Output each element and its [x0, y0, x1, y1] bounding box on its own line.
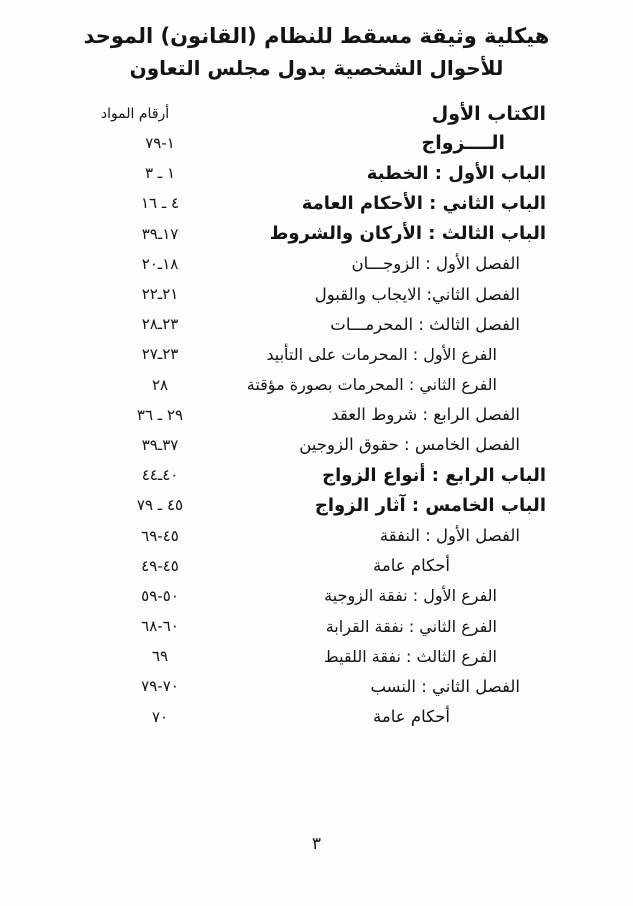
toc-row: [0, 702, 633, 732]
toc-entry-label: الفصل الثالث : المحرمـــات: [330, 314, 520, 334]
toc-entry-article-range: ٢٠ـ١٨: [141, 254, 179, 273]
toc-row: [0, 400, 633, 430]
toc-entry-article-range: ٣٩ـ٣٧: [141, 435, 179, 454]
toc-row: [0, 249, 633, 279]
toc-entry-label: الفرع الثاني : المحرمات بصورة مؤقتة: [246, 375, 497, 395]
document-title: [0, 20, 633, 84]
toc-entry-article-range: ٦٨-٦٠: [141, 617, 179, 636]
toc-row: [0, 581, 633, 611]
toc-row: [0, 158, 633, 188]
article-numbers-column-header: أرقام المواد: [100, 106, 170, 122]
toc-entry-label: الفصل الثاني: الايجاب والقبول: [314, 284, 520, 304]
toc-entry-article-range: ٦٩-٤٥: [141, 526, 179, 545]
toc-row: [0, 460, 633, 490]
book-one-heading: الكتاب الأول: [431, 103, 546, 125]
toc-row: [0, 641, 633, 671]
toc-entry-label: الباب الثالث : الأركان والشروط: [269, 223, 546, 245]
toc-entry-label: الفصل الرابع : شروط العقد: [331, 405, 520, 425]
document-title-line2: للأحوال الشخصية بدول مجلس التعاون: [129, 56, 504, 80]
toc-entry-label: الباب الثاني : الأحكام العامة: [301, 192, 546, 214]
toc-entry-label: الباب الرابع : أنواع الزواج: [322, 464, 546, 486]
toc-entry-article-range: ٧٩-١: [145, 134, 175, 153]
toc-row: [0, 611, 633, 641]
toc-entry-label: الفصل الخامس : حقوق الزوجين: [299, 435, 520, 455]
toc-entry-label: الفرع الثاني : نفقة القرابة: [325, 616, 497, 636]
toc-entry-label: الفصل الثاني : النسب: [370, 676, 520, 696]
toc-entry-label: الفرع الأول : نفقة الزوجية: [324, 586, 497, 606]
toc-row: [0, 430, 633, 460]
toc-entry-label: الفصل الأول : الزوجـــان: [351, 254, 520, 274]
toc-entry-label: الباب الخامس : آثار الزواج: [314, 494, 546, 516]
toc-entry-label: الــــزواج: [421, 132, 505, 155]
toc-entry-article-range: ٤٤ـ٤٠: [141, 466, 179, 485]
toc-entry-article-range: ٢٧ـ٢٣: [141, 345, 179, 364]
toc-row: [0, 339, 633, 369]
toc-entry-label: الفرع الأول : المحرمات على التأبيد: [266, 344, 497, 364]
toc-header: [0, 98, 633, 130]
toc-entry-article-range: ٣٩ـ١٧: [141, 224, 179, 243]
toc-entry-article-range: ٣٦ ـ ٢٩: [136, 405, 184, 424]
toc-entry-article-range: ٢٢ـ٢١: [141, 285, 179, 304]
toc-row: [0, 671, 633, 701]
toc-row: [0, 188, 633, 218]
toc-entry-label: الفرع الثالث : نفقة اللقيط: [323, 646, 497, 666]
toc-entry-article-range: ٧٠: [151, 707, 169, 726]
toc-row: [0, 219, 633, 249]
page-number: ٣: [311, 834, 322, 854]
toc-entry-article-range: ١٦ ـ ٤: [140, 194, 180, 213]
toc-entry-article-range: ٦٩: [151, 647, 169, 666]
toc-row: [0, 309, 633, 339]
toc-row: [0, 520, 633, 550]
toc-entry-article-range: ٢٨: [151, 375, 169, 394]
document-title-line1: هيكلية وثيقة مسقط للنظام (القانون) الموحد: [83, 24, 550, 48]
toc-entry-article-range: ٤٩-٤٥: [141, 556, 179, 575]
toc-row: [0, 551, 633, 581]
toc-entry-label: الباب الأول : الخطبة: [366, 162, 546, 184]
toc-entry-article-range: ٣ ـ ١: [144, 164, 176, 183]
table-of-contents: [0, 128, 633, 732]
toc-row: [0, 128, 633, 158]
toc-entry-article-range: ٢٨ـ٢٣: [141, 315, 179, 334]
toc-row: [0, 370, 633, 400]
toc-entry-label: أحكام عامة: [373, 556, 450, 576]
toc-entry-label: الفصل الأول : النفقة: [379, 526, 520, 546]
toc-entry-article-range: ٧٩ ـ ٤٥: [136, 496, 184, 515]
toc-entry-article-range: ٥٩-٥٠: [141, 586, 179, 605]
toc-entry-article-range: ٧٩-٧٠: [141, 677, 179, 696]
toc-row: [0, 279, 633, 309]
toc-row: [0, 490, 633, 520]
toc-entry-label: أحكام عامة: [373, 707, 450, 727]
